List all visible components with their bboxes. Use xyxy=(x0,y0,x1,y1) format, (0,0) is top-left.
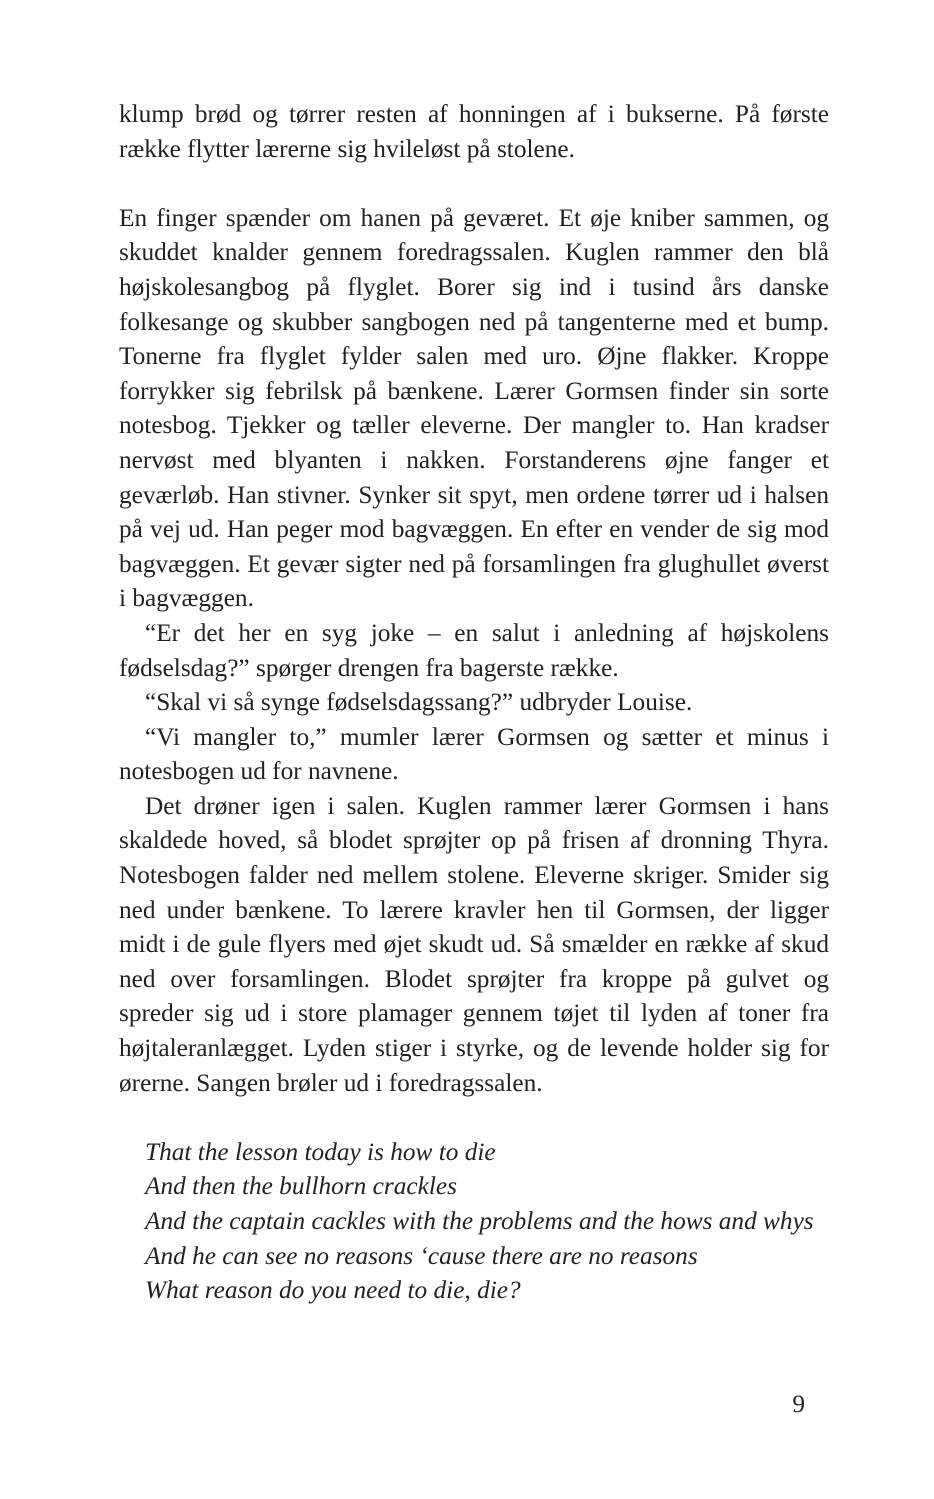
lyric-line: And the captain cackles with the problems and the hows and whys xyxy=(145,1207,814,1235)
section-break xyxy=(119,166,829,201)
paragraph-dialogue-joke: “Er det her en syg joke – en salut i anledning af højskolens fødselsdag?” spørger drengen fra bagerste række. xyxy=(119,618,829,682)
lyric-line: And then the bullhorn crackles xyxy=(145,1172,457,1201)
lyric-line: What reason do you need to die, die? xyxy=(145,1276,521,1305)
paragraph-dialogue-gormsen: “Vi mangler to,” mumler lærer Gormsen og sætter et minus i notesbogen ud for navnene. xyxy=(119,722,829,786)
lyric-line: That the lesson today is how to die xyxy=(145,1137,496,1166)
book-page xyxy=(119,97,829,1308)
song-lyrics xyxy=(119,1135,829,1308)
paragraph-shooting: En finger spænder om hanen på geværet. Et øje kniber sammen, og skuddet knalder gennem foredragssalen. Kuglen rammer den blå højskolesangbog på flyglet. Borer sig ind i tusind års danske folkesange og skubber sangbogen ned på tangenterne med et bump. Tonerne fra flyglet fylder salen med uro. Øjne flakker. Kroppe forrykker sig febrilsk på bænkene. Lærer Gormsen finder sin sorte notesbog. Tjekker og tæller eleverne. Der mangler to. Han kradser nervøst med blyanten i nakken. Forstanderens øjne fanger et geværløb. Han stivner. Synker sit spyt, men ordene tørrer ud i halsen på vej ud. Han peger mod bagvæggen. En efter en vender de sig mod bagvæggen. Et gevær sigter ned på forsamlingen fra glughullet øverst i bagvæggen. xyxy=(119,203,829,613)
paragraph-second-shot: Det drøner igen i salen. Kuglen rammer lærer Gormsen i hans skaldede hoved, så blodet sprøjter op på frisen af dronning Thyra. Notesbogen falder ned mellem stolene. Eleverne skriger. Smider sig ned under bænkene. To lærere kravler hen til Gormsen, der ligger midt i de gule flyers med øjet skudt ud. Så smælder en række af skud ned over forsamlingen. Blodet sprøjter fra kroppe på gulvet og spreder sig ud i store plamager gennem tøjet til lyden af toner fra højtaleranlægget. Lyden stiger i styrke, og de levende holder sig for ørerne. Sangen brøler ud i foredragssalen. xyxy=(119,791,829,1097)
paragraph-dialogue-louise: “Skal vi så synge fødselsdagssang?” udbryder Louise. xyxy=(145,688,693,717)
section-break xyxy=(119,1100,829,1135)
lyric-line: And he can see no reasons ‘cause there are no reasons xyxy=(145,1241,698,1270)
paragraph-continuation: klump brød og tørrer resten af honningen af i bukserne. På første række flytter lærerne sig hvileløst på stolene. xyxy=(119,100,829,163)
page-number: 9 xyxy=(792,1390,805,1418)
